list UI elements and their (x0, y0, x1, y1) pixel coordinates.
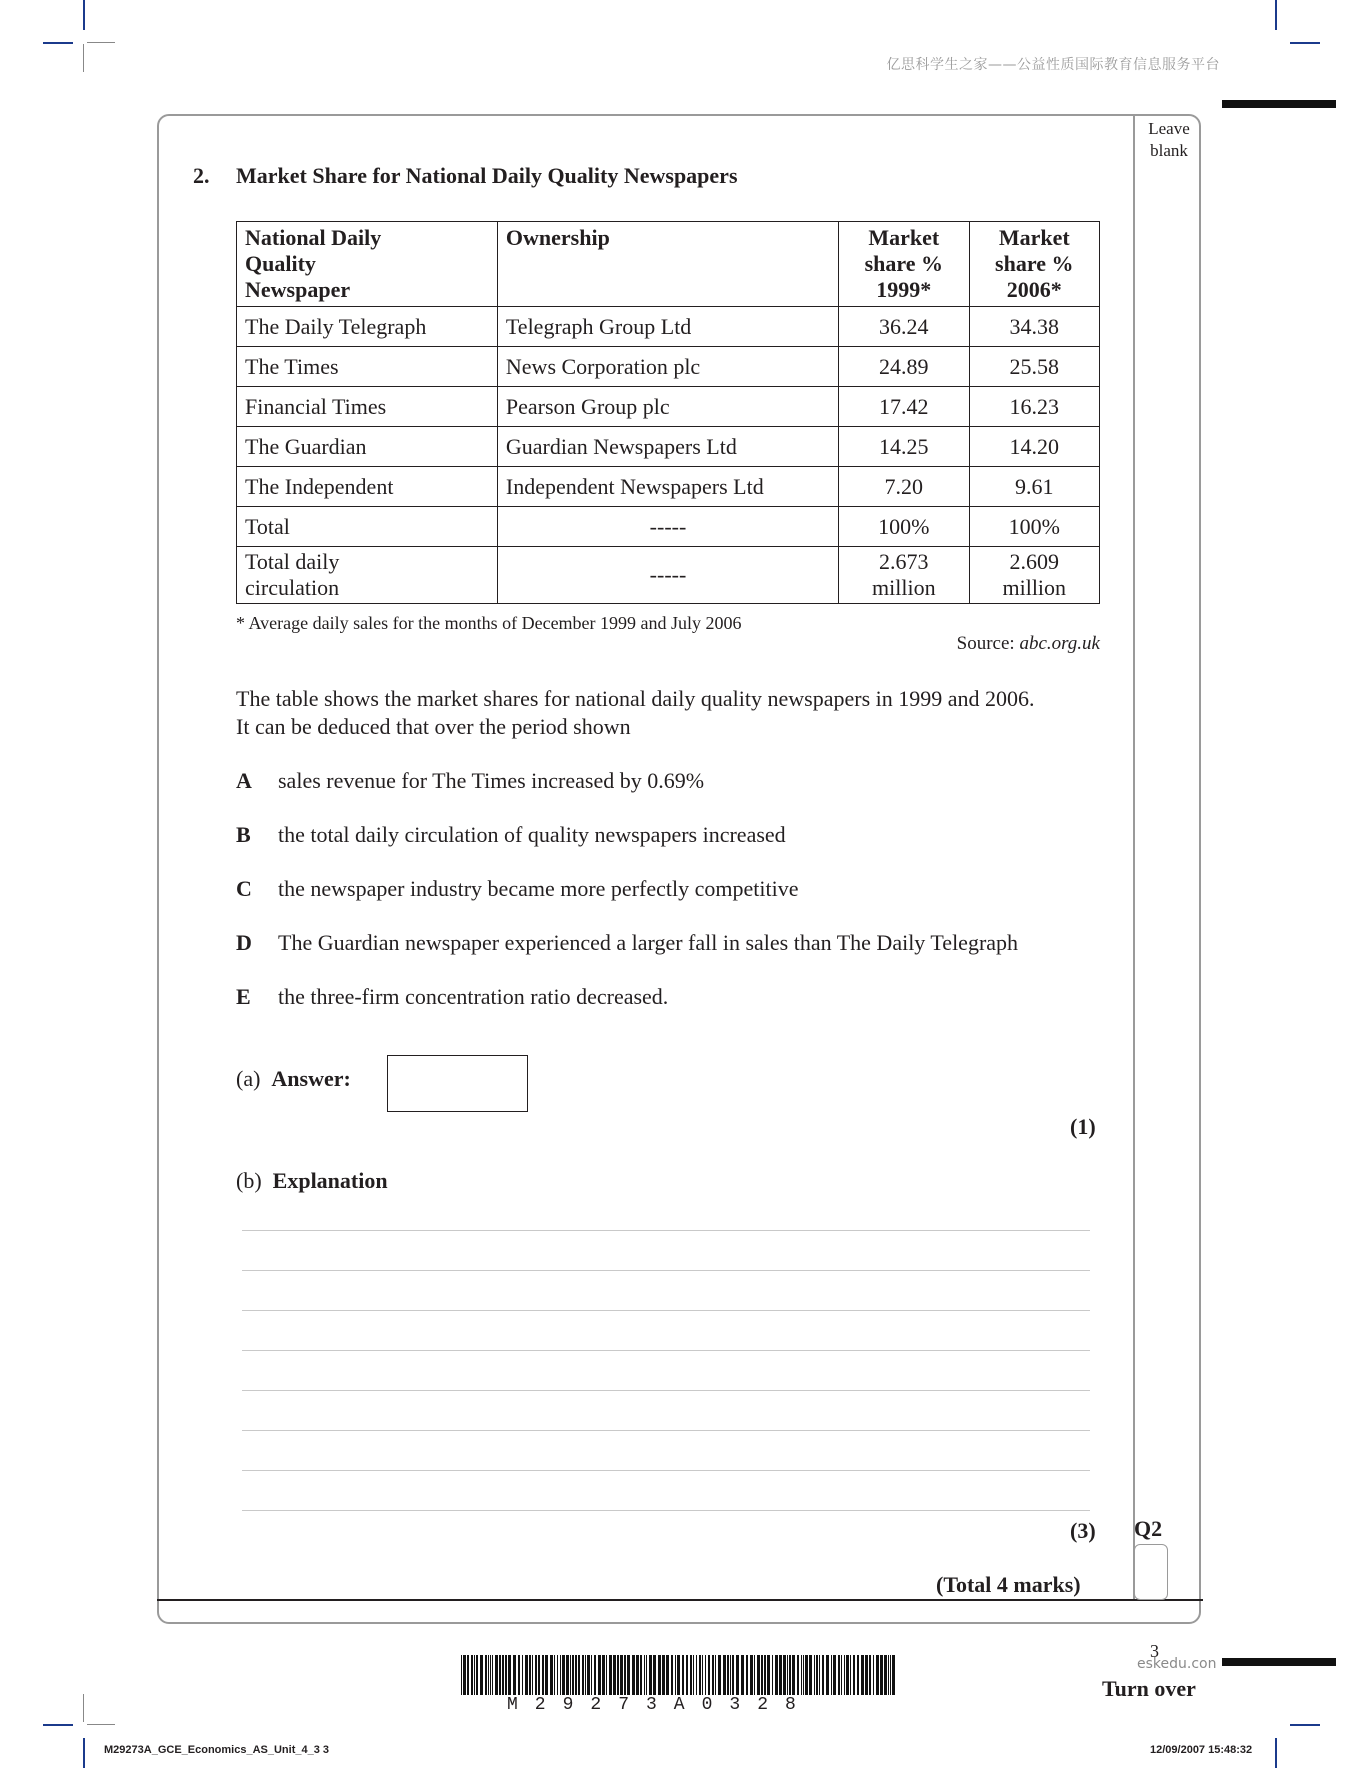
barcode-bar (545, 1655, 548, 1695)
barcode-bar (578, 1655, 580, 1695)
cell-share-2006: 25.58 (969, 347, 1099, 387)
table-row (237, 347, 1100, 387)
barcode-bar (805, 1655, 808, 1695)
barcode-bar (718, 1655, 721, 1695)
cell-share-2006: 100% (969, 507, 1099, 547)
barcode-bar (732, 1655, 734, 1695)
question-title: Market Share for National Daily Quality Newspapers (236, 163, 738, 188)
column-header-share-1999: Market share % 1999* (839, 222, 969, 307)
column-header-ownership: Ownership (497, 222, 838, 307)
barcode-bar (480, 1655, 483, 1695)
q2-marks-box (1134, 1544, 1168, 1600)
barcode-bar (841, 1655, 842, 1695)
leave-blank-label (1138, 118, 1200, 162)
option-letter-e: E (236, 984, 251, 1009)
barcode-bar (686, 1655, 688, 1695)
margin-bar (1222, 1658, 1336, 1666)
barcode-bar (861, 1655, 864, 1695)
cell-ownership: ----- (497, 507, 838, 547)
table-footnote: * Average daily sales for the months of December 1999 and July 2006 (236, 613, 742, 633)
table-row (237, 387, 1100, 427)
option-letter-c: C (236, 876, 252, 901)
stem-line: The table shows the market shares for national daily quality newspapers in 1999 and 2006. (236, 686, 1035, 711)
cell-share-2006: 9.61 (969, 467, 1099, 507)
explanation-writing-line[interactable] (242, 1310, 1090, 1311)
barcode-bar (838, 1655, 840, 1695)
barcode-bar (644, 1655, 645, 1695)
option-letter-b: B (236, 822, 251, 847)
cell-ownership: Guardian Newspapers Ltd (497, 427, 838, 467)
barcode-bar (712, 1655, 714, 1695)
crop-mark (83, 0, 85, 30)
column-header-share-2006: Market share % 2006* (969, 222, 1099, 307)
barcode-bar (819, 1655, 820, 1695)
barcode-bar (522, 1655, 523, 1695)
barcode-bar (876, 1655, 879, 1695)
option-text-d: The Guardian newspaper experienced a larger fall in sales than The Daily Telegraph (278, 930, 1019, 955)
explanation-writing-line[interactable] (242, 1230, 1090, 1231)
barcode-bar (715, 1655, 716, 1695)
barcode-bar (505, 1655, 507, 1695)
barcode-bar (787, 1655, 788, 1695)
cell-ownership: News Corporation plc (497, 347, 838, 387)
barcode-bar (727, 1655, 729, 1695)
cell-newspaper: Financial Times (237, 387, 498, 427)
barcode-bar (591, 1655, 592, 1695)
barcode-bar (831, 1655, 832, 1695)
cell-share-1999: 24.89 (839, 347, 969, 387)
cell-share-1999: 36.24 (839, 307, 969, 347)
barcode-bar (646, 1655, 647, 1695)
cell-share-2006: 16.23 (969, 387, 1099, 427)
q2-label: Q2 (1134, 1516, 1163, 1541)
crop-mark (43, 1724, 73, 1726)
barcode-bar (892, 1655, 895, 1695)
barcode-bar (682, 1655, 684, 1695)
turn-over-label: Turn over (1102, 1676, 1196, 1701)
barcode-bar (775, 1655, 778, 1695)
barcode-bar (492, 1655, 493, 1695)
barcode-bar (594, 1655, 596, 1695)
source-value: abc.org.uk (1019, 633, 1100, 654)
crop-mark (43, 42, 73, 44)
barcode-bar (690, 1655, 692, 1695)
footer-file-id: M29273A_GCE_Economics_AS_Unit_4_3 3 (104, 1744, 329, 1756)
barcode-bar (708, 1655, 710, 1695)
barcode-bar (803, 1655, 804, 1695)
barcode-bar (809, 1655, 812, 1695)
margin-bar (1222, 100, 1336, 108)
page-number: 3 (1150, 1641, 1159, 1661)
explanation-writing-line[interactable] (242, 1270, 1090, 1271)
crop-mark (83, 1738, 85, 1768)
explanation-writing-line[interactable] (242, 1510, 1090, 1511)
leave-blank-line: Leave (1148, 119, 1190, 138)
cell-newspaper: The Times (237, 347, 498, 387)
barcode-bar (624, 1655, 626, 1695)
barcode-bar (598, 1655, 601, 1695)
barcode-bar (485, 1655, 487, 1695)
barcode-bar (632, 1655, 635, 1695)
barcode-bar (846, 1655, 849, 1695)
barcode-bar (461, 1655, 462, 1695)
barcode-bar (502, 1655, 504, 1695)
cell-ownership: Pearson Group plc (497, 387, 838, 427)
barcode-bar (888, 1655, 889, 1695)
part-a-number: (a) (236, 1066, 261, 1091)
barcode-bar (675, 1655, 676, 1695)
barcode-bar (518, 1655, 520, 1695)
barcode-bar (525, 1655, 528, 1695)
barcode-bar (826, 1655, 829, 1695)
leave-blank-column-divider (1133, 114, 1135, 1600)
barcode-bar (613, 1655, 616, 1695)
crop-mark (83, 44, 84, 72)
part-b-marks: (3) (1070, 1518, 1096, 1543)
barcode-bar (869, 1655, 871, 1695)
barcode-bar (857, 1655, 859, 1695)
cell-share-1999: 17.42 (839, 387, 969, 427)
cell-ownership: ----- (497, 547, 838, 604)
barcode-bar (772, 1655, 773, 1695)
option-letter-a: A (236, 768, 252, 793)
barcode-bar (636, 1655, 639, 1695)
barcode-bar (844, 1655, 845, 1695)
barcode-bar (582, 1655, 584, 1695)
question-stem (236, 685, 1106, 741)
barcode-bar (801, 1655, 802, 1695)
table-row (237, 307, 1100, 347)
barcode-bar (873, 1655, 874, 1695)
question-number: 2. (193, 163, 210, 188)
barcode-bar (587, 1655, 590, 1695)
header-watermark: 亿思科学生之家——公益性质国际教育信息服务平台 (886, 57, 1220, 73)
explanation-writing-line[interactable] (242, 1430, 1090, 1431)
cell-ownership: Telegraph Group Ltd (497, 307, 838, 347)
market-share-table (236, 221, 1100, 604)
barcode-bar (557, 1655, 558, 1695)
barcode-bar (671, 1655, 673, 1695)
barcode-text: M29273A0328 (507, 1695, 813, 1715)
table-row (237, 427, 1100, 467)
barcode-bar (779, 1655, 782, 1695)
barcode-bar (693, 1655, 694, 1695)
barcode-bar (677, 1655, 680, 1695)
barcode-bar (538, 1655, 540, 1695)
page-bottom-rule (157, 1599, 1203, 1601)
barcode-bar (814, 1655, 815, 1695)
barcode-bar (535, 1655, 537, 1695)
part-a-title: Answer: (271, 1066, 351, 1091)
barcode-bar (750, 1655, 753, 1695)
barcode-bar (649, 1655, 652, 1695)
barcode-bar (850, 1655, 851, 1695)
crop-mark (1275, 1738, 1277, 1768)
barcode-bar (550, 1655, 553, 1695)
barcode-bar (822, 1655, 824, 1695)
table-header-row (237, 222, 1100, 307)
barcode-bar (767, 1655, 770, 1695)
leave-blank-line: blank (1150, 141, 1188, 160)
barcode-bar (585, 1655, 586, 1695)
barcode-bar (554, 1655, 555, 1695)
barcode-bar (658, 1655, 661, 1695)
barcode-bar (566, 1655, 569, 1695)
barcode-bar (754, 1655, 755, 1695)
option-text-c: the newspaper industry became more perfectly competitive (278, 876, 799, 901)
barcode-bar (783, 1655, 786, 1695)
table-source (860, 633, 1100, 655)
barcode-bar (474, 1655, 475, 1695)
answer-box[interactable] (387, 1055, 528, 1112)
barcode-bar (890, 1655, 891, 1695)
barcode-bar (761, 1655, 763, 1695)
option-text-a: sales revenue for The Times increased by 0.69% (278, 768, 705, 793)
barcode-bar (792, 1655, 795, 1695)
barcode-bar (513, 1655, 516, 1695)
barcode-bar (705, 1655, 706, 1695)
barcode-bar (620, 1655, 623, 1695)
barcode-bar (609, 1655, 612, 1695)
barcode-bar (741, 1655, 744, 1695)
barcode (461, 1655, 897, 1695)
crop-mark (87, 1724, 115, 1725)
crop-mark (87, 42, 115, 43)
barcode-bar (542, 1655, 544, 1695)
cell-share-2006: 14.20 (969, 427, 1099, 467)
barcode-bar (653, 1655, 656, 1695)
barcode-bar (617, 1655, 619, 1695)
barcode-bar (602, 1655, 605, 1695)
barcode-bar (463, 1655, 466, 1695)
cell-share-2006: 34.38 (969, 307, 1099, 347)
part-b-title: Explanation (272, 1168, 388, 1193)
option-text-b: the total daily circulation of quality newspapers increased (278, 822, 786, 847)
part-a-label (236, 1066, 351, 1092)
footer-timestamp: 12/09/2007 15:48:32 (1150, 1744, 1253, 1756)
barcode-bar (730, 1655, 731, 1695)
barcode-bar (467, 1655, 469, 1695)
barcode-bar (736, 1655, 739, 1695)
barcode-bar (884, 1655, 887, 1695)
cell-ownership: Independent Newspapers Ltd (497, 467, 838, 507)
barcode-bar (723, 1655, 726, 1695)
cell-newspaper: The Daily Telegraph (237, 307, 498, 347)
barcode-bar (471, 1655, 473, 1695)
eskedu-watermark: eskedu.con (1137, 1656, 1217, 1672)
barcode-bar (764, 1655, 766, 1695)
cell-circulation-1999: 2.673 million (839, 547, 969, 604)
part-b-label (236, 1168, 388, 1194)
crop-mark (1290, 1724, 1320, 1726)
barcode-bar (702, 1655, 703, 1695)
cell-circulation-2006: 2.609 million (969, 547, 1099, 604)
barcode-bar (797, 1655, 799, 1695)
stem-line: It can be deduced that over the period shown (236, 714, 631, 739)
column-header-newspaper: National Daily Quality Newspaper (237, 222, 498, 307)
barcode-bar (606, 1655, 607, 1695)
barcode-bar (499, 1655, 501, 1695)
part-a-marks: (1) (1070, 1114, 1096, 1139)
barcode-bar (662, 1655, 665, 1695)
barcode-bar (627, 1655, 630, 1695)
cell-share-1999: 7.20 (839, 467, 969, 507)
table-row-circulation (237, 547, 1100, 604)
barcode-bar (570, 1655, 571, 1695)
barcode-bar (575, 1655, 577, 1695)
explanation-writing-line[interactable] (242, 1470, 1090, 1471)
barcode-bar (696, 1655, 697, 1695)
table-row-total (237, 507, 1100, 547)
explanation-writing-line[interactable] (242, 1390, 1090, 1391)
barcode-bar (816, 1655, 818, 1695)
barcode-bar (495, 1655, 498, 1695)
barcode-bar (488, 1655, 489, 1695)
crop-mark (1275, 0, 1277, 30)
total-marks: (Total 4 marks) (936, 1572, 1081, 1597)
source-label: Source: (956, 633, 1020, 654)
barcode-bar (508, 1655, 511, 1695)
part-b-number: (b) (236, 1168, 262, 1193)
barcode-bar (640, 1655, 642, 1695)
cell-newspaper: The Guardian (237, 427, 498, 467)
barcode-bar (572, 1655, 574, 1695)
barcode-bar (529, 1655, 531, 1695)
barcode-bar (532, 1655, 533, 1695)
crop-mark (1290, 42, 1320, 44)
barcode-bar (490, 1655, 491, 1695)
barcode-bar (865, 1655, 868, 1695)
option-letter-d: D (236, 930, 252, 955)
barcode-bar (476, 1655, 478, 1695)
barcode-bar (746, 1655, 748, 1695)
explanation-writing-line[interactable] (242, 1350, 1090, 1351)
table-row (237, 467, 1100, 507)
barcode-bar (853, 1655, 855, 1695)
crop-mark (83, 1694, 84, 1722)
barcode-bar (560, 1655, 561, 1695)
cell-newspaper: The Independent (237, 467, 498, 507)
barcode-bar (666, 1655, 669, 1695)
cell-newspaper: Total daily circulation (237, 547, 498, 604)
option-text-e: the three-firm concentration ratio decreased. (278, 984, 669, 1009)
barcode-bar (880, 1655, 883, 1695)
cell-share-1999: 14.25 (839, 427, 969, 467)
barcode-bar (757, 1655, 760, 1695)
cell-share-1999: 100% (839, 507, 969, 547)
barcode-bar (789, 1655, 791, 1695)
barcode-bar (833, 1655, 836, 1695)
barcode-bar (699, 1655, 701, 1695)
cell-newspaper: Total (237, 507, 498, 547)
barcode-bar (562, 1655, 565, 1695)
